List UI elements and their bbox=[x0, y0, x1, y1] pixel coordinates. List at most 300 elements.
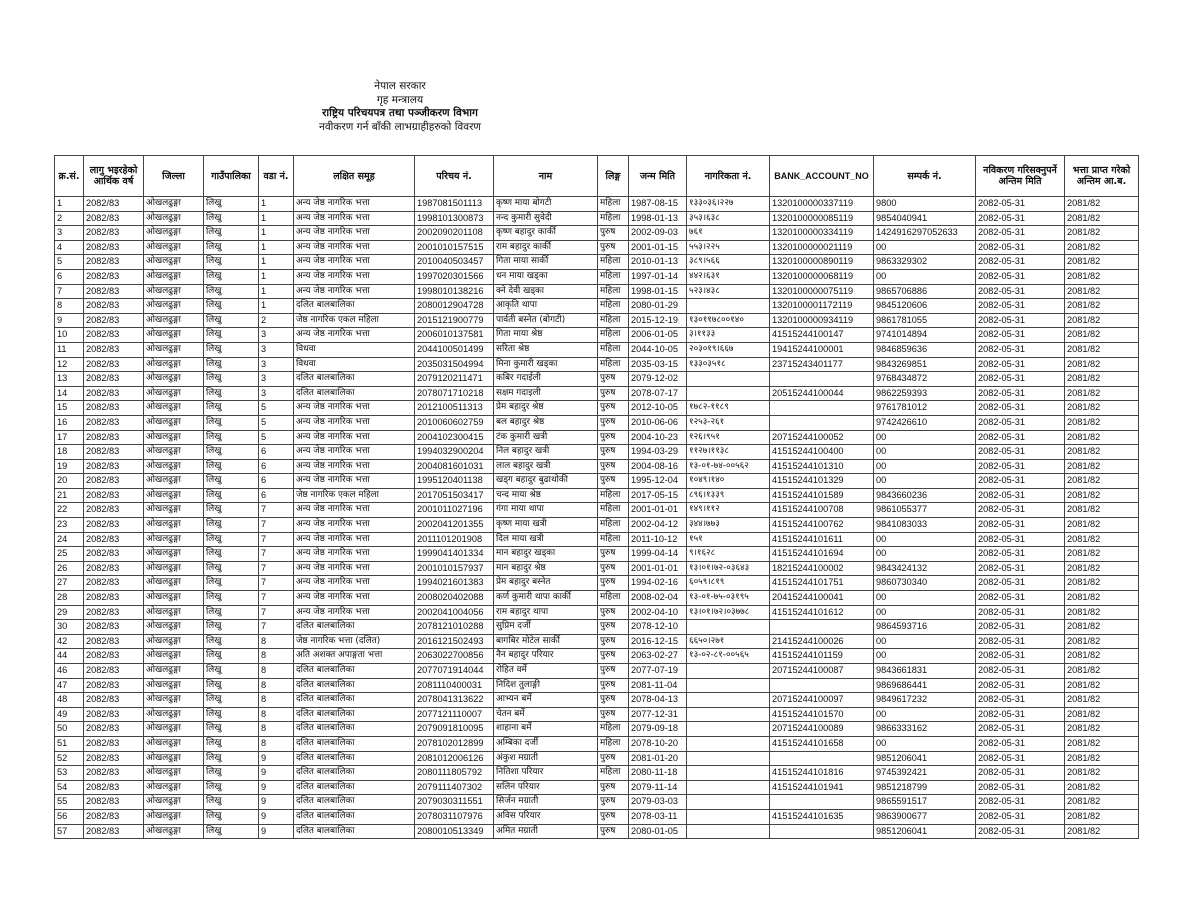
cell-gender: महिला bbox=[598, 357, 629, 372]
cell-name: शाहाना बर्मे bbox=[494, 722, 598, 737]
cell-district: ओखलढुङ्गा bbox=[144, 722, 204, 737]
cell-bank-account: 1320100001172119 bbox=[770, 299, 874, 314]
cell-ward: 6 bbox=[259, 474, 294, 489]
cell-contact-number: 9865706886 bbox=[874, 284, 976, 299]
cell-serial: 8 bbox=[55, 299, 84, 314]
cell-target-group: दलित बालबालिका bbox=[294, 299, 415, 314]
cell-serial: 10 bbox=[55, 328, 84, 343]
cell-birth-date: 2044-10-05 bbox=[629, 342, 687, 357]
column-header-target-group: लक्षित समूह bbox=[294, 156, 415, 197]
cell-citizenship-number: ७६१ bbox=[687, 226, 770, 241]
cell-fiscal-year: 2082/83 bbox=[84, 809, 144, 824]
cell-fiscal-year: 2082/83 bbox=[84, 795, 144, 810]
cell-target-group: अन्य जेष्ठ नागरिक भत्ता bbox=[294, 415, 415, 430]
cell-last-allowance-year: 2081/82 bbox=[1065, 299, 1139, 314]
cell-ward: 9 bbox=[259, 824, 294, 839]
cell-bank-account: 41515244101658 bbox=[770, 736, 874, 751]
cell-fiscal-year: 2082/83 bbox=[84, 751, 144, 766]
cell-target-group: अन्य जेष्ठ नागरिक भत्ता bbox=[294, 459, 415, 474]
cell-gender: महिला bbox=[598, 197, 629, 212]
cell-birth-date: 1998-01-15 bbox=[629, 284, 687, 299]
cell-birth-date: 2078-10-20 bbox=[629, 736, 687, 751]
cell-birth-date: 2002-09-03 bbox=[629, 226, 687, 241]
cell-gender: महिला bbox=[598, 722, 629, 737]
cell-municipality: लिखु bbox=[204, 766, 259, 781]
cell-target-group: दलित बालबालिका bbox=[294, 795, 415, 810]
cell-contact-number: 9863329302 bbox=[874, 255, 976, 270]
cell-renewal-deadline: 2082-05-31 bbox=[976, 401, 1065, 416]
cell-citizenship-number bbox=[687, 678, 770, 693]
cell-contact-number: 9843269851 bbox=[874, 357, 976, 372]
cell-bank-account: 41515244101694 bbox=[770, 547, 874, 562]
cell-contact-number: 9768434872 bbox=[874, 372, 976, 387]
cell-renewal-deadline: 2082-05-31 bbox=[976, 357, 1065, 372]
table-row bbox=[55, 751, 1139, 766]
cell-last-allowance-year: 2081/82 bbox=[1065, 634, 1139, 649]
cell-citizenship-number: ३५३।६३८ bbox=[687, 211, 770, 226]
cell-birth-date: 2078-04-13 bbox=[629, 693, 687, 708]
cell-target-group: दलित बालबालिका bbox=[294, 780, 415, 795]
cell-target-group: दलित बालबालिका bbox=[294, 707, 415, 722]
cell-municipality: लिखु bbox=[204, 342, 259, 357]
cell-municipality: लिखु bbox=[204, 269, 259, 284]
cell-birth-date: 2016-12-15 bbox=[629, 634, 687, 649]
cell-citizenship-number: १०४९।१४० bbox=[687, 474, 770, 489]
cell-bank-account: 20715244100052 bbox=[770, 430, 874, 445]
cell-renewal-deadline: 2082-05-31 bbox=[976, 503, 1065, 518]
cell-target-group: अन्य जेष्ठ नागरिक भत्ता bbox=[294, 503, 415, 518]
table-row bbox=[55, 503, 1139, 518]
cell-last-allowance-year: 2081/82 bbox=[1065, 226, 1139, 241]
cell-renewal-deadline: 2082-05-31 bbox=[976, 211, 1065, 226]
cell-birth-date: 1994-03-29 bbox=[629, 445, 687, 460]
cell-ward: 1 bbox=[259, 240, 294, 255]
cell-bank-account bbox=[770, 372, 874, 387]
cell-renewal-deadline: 2082-05-31 bbox=[976, 386, 1065, 401]
cell-bank-account: 21415244100026 bbox=[770, 634, 874, 649]
cell-target-group: दलित बालबालिका bbox=[294, 722, 415, 737]
cell-name: लाल बहादुर खत्री bbox=[494, 459, 598, 474]
cell-contact-number: 9851206041 bbox=[874, 751, 976, 766]
cell-bank-account: 1320100000334119 bbox=[770, 226, 874, 241]
table-row bbox=[55, 269, 1139, 284]
cell-renewal-deadline: 2082-05-31 bbox=[976, 605, 1065, 620]
cell-gender: पुरुष bbox=[598, 649, 629, 664]
cell-contact-number: 9849617232 bbox=[874, 693, 976, 708]
cell-id-number: 2044100501499 bbox=[415, 342, 494, 357]
cell-name: मान बहादुर श्रेष्ठ bbox=[494, 561, 598, 576]
cell-birth-date: 2078-03-11 bbox=[629, 809, 687, 824]
cell-fiscal-year: 2082/83 bbox=[84, 299, 144, 314]
cell-id-number: 2008020402088 bbox=[415, 591, 494, 606]
table-row bbox=[55, 707, 1139, 722]
cell-gender: महिला bbox=[598, 766, 629, 781]
cell-birth-date: 2081-01-20 bbox=[629, 751, 687, 766]
cell-name: बल बहादुर श्रेष्ठ bbox=[494, 415, 598, 430]
cell-name: दिल माया खत्री bbox=[494, 532, 598, 547]
cell-id-number: 1994021601383 bbox=[415, 576, 494, 591]
cell-fiscal-year: 2082/83 bbox=[84, 226, 144, 241]
cell-target-group: दलित बालबालिका bbox=[294, 736, 415, 751]
cell-district: ओखलढुङ्गा bbox=[144, 459, 204, 474]
cell-birth-date: 2017-05-15 bbox=[629, 488, 687, 503]
cell-gender: पुरुष bbox=[598, 809, 629, 824]
document-header bbox=[230, 80, 570, 134]
table-row bbox=[55, 634, 1139, 649]
cell-citizenship-number bbox=[687, 707, 770, 722]
cell-citizenship-number bbox=[687, 736, 770, 751]
cell-renewal-deadline: 2082-05-31 bbox=[976, 561, 1065, 576]
cell-gender: महिला bbox=[598, 299, 629, 314]
table-row bbox=[55, 488, 1139, 503]
cell-renewal-deadline: 2082-05-31 bbox=[976, 445, 1065, 460]
cell-municipality: लिखु bbox=[204, 386, 259, 401]
cell-contact-number: 9861055377 bbox=[874, 503, 976, 518]
cell-name: राम बहादुर कार्की bbox=[494, 240, 598, 255]
cell-target-group: जेष्ठ नागरिक एकल महिला bbox=[294, 488, 415, 503]
cell-municipality: लिखु bbox=[204, 707, 259, 722]
cell-gender: पुरुष bbox=[598, 547, 629, 562]
cell-fiscal-year: 2082/83 bbox=[84, 211, 144, 226]
cell-ward: 9 bbox=[259, 809, 294, 824]
cell-birth-date: 2079-03-03 bbox=[629, 795, 687, 810]
cell-id-number: 2010040503457 bbox=[415, 255, 494, 270]
cell-serial: 6 bbox=[55, 269, 84, 284]
table-row bbox=[55, 591, 1139, 606]
cell-target-group: अति अशक्त अपाङ्गता भत्ता bbox=[294, 649, 415, 664]
table-header-row bbox=[55, 156, 1139, 197]
cell-id-number: 1998101300873 bbox=[415, 211, 494, 226]
cell-birth-date: 2035-03-15 bbox=[629, 357, 687, 372]
cell-fiscal-year: 2082/83 bbox=[84, 342, 144, 357]
cell-contact-number: 00 bbox=[874, 634, 976, 649]
cell-target-group: अन्य जेष्ठ नागरिक भत्ता bbox=[294, 547, 415, 562]
cell-target-group: दलित बालबालिका bbox=[294, 766, 415, 781]
cell-district: ओखलढुङ्गा bbox=[144, 561, 204, 576]
cell-contact-number: 00 bbox=[874, 445, 976, 460]
column-header-citizenship-number: नागरिकता नं. bbox=[687, 156, 770, 197]
cell-renewal-deadline: 2082-05-31 bbox=[976, 255, 1065, 270]
cell-serial: 21 bbox=[55, 488, 84, 503]
cell-target-group: दलित बालबालिका bbox=[294, 620, 415, 635]
cell-target-group: अन्य जेष्ठ नागरिक भत्ता bbox=[294, 518, 415, 533]
cell-name: क्ने देवी खड्का bbox=[494, 284, 598, 299]
cell-municipality: लिखु bbox=[204, 576, 259, 591]
cell-contact-number: 9861781055 bbox=[874, 313, 976, 328]
cell-birth-date: 2079-09-18 bbox=[629, 722, 687, 737]
cell-serial: 28 bbox=[55, 591, 84, 606]
cell-serial: 11 bbox=[55, 342, 84, 357]
header-government: नेपाल सरकार bbox=[374, 80, 426, 92]
cell-bank-account: 41515244101329 bbox=[770, 474, 874, 489]
cell-last-allowance-year: 2081/82 bbox=[1065, 430, 1139, 445]
cell-serial: 22 bbox=[55, 503, 84, 518]
cell-citizenship-number bbox=[687, 693, 770, 708]
cell-renewal-deadline: 2082-05-31 bbox=[976, 547, 1065, 562]
cell-fiscal-year: 2082/83 bbox=[84, 284, 144, 299]
cell-municipality: लिखु bbox=[204, 255, 259, 270]
cell-birth-date: 2081-11-04 bbox=[629, 678, 687, 693]
cell-ward: 7 bbox=[259, 518, 294, 533]
cell-citizenship-number bbox=[687, 664, 770, 679]
cell-last-allowance-year: 2081/82 bbox=[1065, 474, 1139, 489]
table-row bbox=[55, 736, 1139, 751]
cell-citizenship-number bbox=[687, 809, 770, 824]
cell-birth-date: 2002-04-12 bbox=[629, 518, 687, 533]
cell-target-group: दलित बालबालिका bbox=[294, 386, 415, 401]
cell-district: ओखलढुङ्गा bbox=[144, 474, 204, 489]
cell-renewal-deadline: 2082-05-31 bbox=[976, 313, 1065, 328]
cell-last-allowance-year: 2081/82 bbox=[1065, 766, 1139, 781]
cell-renewal-deadline: 2082-05-31 bbox=[976, 722, 1065, 737]
cell-contact-number: 9851206041 bbox=[874, 824, 976, 839]
cell-ward: 6 bbox=[259, 459, 294, 474]
cell-id-number: 1998010138216 bbox=[415, 284, 494, 299]
table-row bbox=[55, 430, 1139, 445]
cell-serial: 53 bbox=[55, 766, 84, 781]
cell-district: ओखलढुङ्गा bbox=[144, 313, 204, 328]
cell-birth-date: 2010-01-13 bbox=[629, 255, 687, 270]
cell-birth-date: 1995-12-04 bbox=[629, 474, 687, 489]
cell-serial: 14 bbox=[55, 386, 84, 401]
cell-id-number: 2079091810095 bbox=[415, 722, 494, 737]
cell-name: सिर्जन मग्राती bbox=[494, 795, 598, 810]
cell-serial: 15 bbox=[55, 401, 84, 416]
cell-municipality: लिखु bbox=[204, 547, 259, 562]
cell-fiscal-year: 2082/83 bbox=[84, 678, 144, 693]
cell-id-number: 2002041201355 bbox=[415, 518, 494, 533]
cell-municipality: लिखु bbox=[204, 488, 259, 503]
cell-fiscal-year: 2082/83 bbox=[84, 372, 144, 387]
cell-fiscal-year: 2082/83 bbox=[84, 430, 144, 445]
cell-contact-number: 00 bbox=[874, 459, 976, 474]
cell-municipality: लिखु bbox=[204, 211, 259, 226]
cell-id-number: 2077071914044 bbox=[415, 664, 494, 679]
cell-fiscal-year: 2082/83 bbox=[84, 766, 144, 781]
cell-fiscal-year: 2082/83 bbox=[84, 240, 144, 255]
cell-gender: पुरुष bbox=[598, 620, 629, 635]
cell-renewal-deadline: 2082-05-31 bbox=[976, 532, 1065, 547]
column-header-ward: वडा नं. bbox=[259, 156, 294, 197]
column-header-renewal-deadline: नविकरण गरिसक्नुपर्ने अन्तिम मिति bbox=[976, 156, 1065, 197]
cell-fiscal-year: 2082/83 bbox=[84, 532, 144, 547]
cell-bank-account: 41515244101751 bbox=[770, 576, 874, 591]
cell-municipality: लिखु bbox=[204, 197, 259, 212]
cell-renewal-deadline: 2082-05-31 bbox=[976, 780, 1065, 795]
cell-target-group: दलित बालबालिका bbox=[294, 809, 415, 824]
cell-name: कबिर गदाईली bbox=[494, 372, 598, 387]
column-header-bank-account: BANK_ACCOUNT_NO bbox=[770, 156, 874, 197]
cell-district: ओखलढुङ्गा bbox=[144, 634, 204, 649]
cell-id-number: 2079111407302 bbox=[415, 780, 494, 795]
cell-ward: 6 bbox=[259, 488, 294, 503]
cell-gender: पुरुष bbox=[598, 678, 629, 693]
cell-citizenship-number: १३३०३५१८ bbox=[687, 357, 770, 372]
cell-contact-number: 9843660236 bbox=[874, 488, 976, 503]
cell-name: निल बहादुर खत्री bbox=[494, 445, 598, 460]
cell-target-group: अन्य जेष्ठ नागरिक भत्ता bbox=[294, 240, 415, 255]
cell-bank-account: 20715244100097 bbox=[770, 693, 874, 708]
cell-gender: महिला bbox=[598, 488, 629, 503]
cell-district: ओखलढुङ्गा bbox=[144, 736, 204, 751]
cell-id-number: 2016121502493 bbox=[415, 634, 494, 649]
cell-birth-date: 2011-10-12 bbox=[629, 532, 687, 547]
cell-citizenship-number: ५२३।४३८ bbox=[687, 284, 770, 299]
cell-serial: 13 bbox=[55, 372, 84, 387]
cell-ward: 8 bbox=[259, 678, 294, 693]
cell-ward: 9 bbox=[259, 795, 294, 810]
cell-contact-number: 00 bbox=[874, 269, 976, 284]
cell-serial: 20 bbox=[55, 474, 84, 489]
cell-last-allowance-year: 2081/82 bbox=[1065, 284, 1139, 299]
cell-id-number: 2078121010288 bbox=[415, 620, 494, 635]
cell-renewal-deadline: 2082-05-31 bbox=[976, 766, 1065, 781]
table-row bbox=[55, 824, 1139, 839]
cell-id-number: 2079030311551 bbox=[415, 795, 494, 810]
cell-contact-number: 9761781012 bbox=[874, 401, 976, 416]
cell-contact-number: 00 bbox=[874, 707, 976, 722]
cell-gender: पुरुष bbox=[598, 474, 629, 489]
table-row bbox=[55, 809, 1139, 824]
cell-fiscal-year: 2082/83 bbox=[84, 707, 144, 722]
cell-contact-number: 9742426610 bbox=[874, 415, 976, 430]
cell-citizenship-number: १३०११७८००१४० bbox=[687, 313, 770, 328]
cell-name: बागबिर मोटेल सार्की bbox=[494, 634, 598, 649]
cell-municipality: लिखु bbox=[204, 678, 259, 693]
cell-fiscal-year: 2082/83 bbox=[84, 780, 144, 795]
cell-id-number: 2004081601031 bbox=[415, 459, 494, 474]
cell-ward: 3 bbox=[259, 386, 294, 401]
cell-municipality: लिखु bbox=[204, 328, 259, 343]
cell-bank-account: 20715244100089 bbox=[770, 722, 874, 737]
cell-gender: पुरुष bbox=[598, 445, 629, 460]
cell-municipality: लिखु bbox=[204, 605, 259, 620]
cell-name: अविस परियार bbox=[494, 809, 598, 824]
cell-ward: 3 bbox=[259, 342, 294, 357]
cell-gender: महिला bbox=[598, 591, 629, 606]
table-row bbox=[55, 766, 1139, 781]
cell-bank-account: 41515244101635 bbox=[770, 809, 874, 824]
cell-name: राम बहादुर थापा bbox=[494, 605, 598, 620]
cell-target-group: अन्य जेष्ठ नागरिक भत्ता bbox=[294, 430, 415, 445]
cell-fiscal-year: 2082/83 bbox=[84, 561, 144, 576]
cell-citizenship-number bbox=[687, 751, 770, 766]
cell-municipality: लिखु bbox=[204, 372, 259, 387]
cell-municipality: लिखु bbox=[204, 591, 259, 606]
cell-birth-date: 2080-01-05 bbox=[629, 824, 687, 839]
cell-target-group: जेष्ठ नागरिक भत्ता (दलित) bbox=[294, 634, 415, 649]
cell-citizenship-number: ६०५९।८१९ bbox=[687, 576, 770, 591]
cell-contact-number: 00 bbox=[874, 547, 976, 562]
cell-bank-account: 1320100000021119 bbox=[770, 240, 874, 255]
cell-district: ओखलढुङ्गा bbox=[144, 197, 204, 212]
cell-fiscal-year: 2082/83 bbox=[84, 736, 144, 751]
cell-fiscal-year: 2082/83 bbox=[84, 415, 144, 430]
cell-bank-account: 41515244101611 bbox=[770, 532, 874, 547]
cell-name: सरिता श्रेष्ठ bbox=[494, 342, 598, 357]
cell-ward: 9 bbox=[259, 780, 294, 795]
cell-birth-date: 2001-01-01 bbox=[629, 503, 687, 518]
cell-municipality: लिखु bbox=[204, 503, 259, 518]
cell-ward: 7 bbox=[259, 561, 294, 576]
cell-name: नितिशा परियार bbox=[494, 766, 598, 781]
cell-id-number: 2011101201908 bbox=[415, 532, 494, 547]
cell-ward: 3 bbox=[259, 357, 294, 372]
cell-contact-number: 9741014894 bbox=[874, 328, 976, 343]
cell-renewal-deadline: 2082-05-31 bbox=[976, 620, 1065, 635]
cell-last-allowance-year: 2081/82 bbox=[1065, 518, 1139, 533]
cell-contact-number: 00 bbox=[874, 605, 976, 620]
cell-serial: 18 bbox=[55, 445, 84, 460]
cell-fiscal-year: 2082/83 bbox=[84, 459, 144, 474]
cell-citizenship-number: १४९।११२ bbox=[687, 503, 770, 518]
cell-bank-account bbox=[770, 751, 874, 766]
cell-serial: 2 bbox=[55, 211, 84, 226]
cell-gender: पुरुष bbox=[598, 707, 629, 722]
cell-name: मान बहादुर खड्का bbox=[494, 547, 598, 562]
cell-name: कृष्ण बहादुर कार्की bbox=[494, 226, 598, 241]
cell-serial: 4 bbox=[55, 240, 84, 255]
cell-renewal-deadline: 2082-05-31 bbox=[976, 299, 1065, 314]
cell-fiscal-year: 2082/83 bbox=[84, 503, 144, 518]
cell-id-number: 2004102300415 bbox=[415, 430, 494, 445]
cell-ward: 2 bbox=[259, 313, 294, 328]
cell-ward: 7 bbox=[259, 620, 294, 635]
cell-serial: 56 bbox=[55, 809, 84, 824]
cell-renewal-deadline: 2082-05-31 bbox=[976, 693, 1065, 708]
cell-municipality: लिखु bbox=[204, 226, 259, 241]
cell-citizenship-number: १३-०२-८१-००५६५ bbox=[687, 649, 770, 664]
table-row bbox=[55, 547, 1139, 562]
cell-municipality: लिखु bbox=[204, 445, 259, 460]
cell-target-group: अन्य जेष्ठ नागरिक भत्ता bbox=[294, 255, 415, 270]
cell-bank-account: 41515244101159 bbox=[770, 649, 874, 664]
cell-citizenship-number: १३-०१-७४-००५६२ bbox=[687, 459, 770, 474]
cell-district: ओखलढुङ्गा bbox=[144, 401, 204, 416]
table-row bbox=[55, 211, 1139, 226]
table-row bbox=[55, 299, 1139, 314]
cell-district: ओखलढुङ्गा bbox=[144, 357, 204, 372]
cell-birth-date: 2001-01-01 bbox=[629, 561, 687, 576]
cell-bank-account: 1320100000337119 bbox=[770, 197, 874, 212]
cell-id-number: 1994032900204 bbox=[415, 445, 494, 460]
cell-citizenship-number: ५५३।२२५ bbox=[687, 240, 770, 255]
cell-serial: 57 bbox=[55, 824, 84, 839]
cell-fiscal-year: 2082/83 bbox=[84, 576, 144, 591]
cell-name: प्रेम बहादुर श्रेष्ठ bbox=[494, 401, 598, 416]
cell-last-allowance-year: 2081/82 bbox=[1065, 620, 1139, 635]
cell-last-allowance-year: 2081/82 bbox=[1065, 211, 1139, 226]
cell-citizenship-number: ३।११३३ bbox=[687, 328, 770, 343]
cell-ward: 5 bbox=[259, 430, 294, 445]
cell-target-group: दलित बालबालिका bbox=[294, 751, 415, 766]
cell-bank-account: 41515244100400 bbox=[770, 445, 874, 460]
cell-serial: 3 bbox=[55, 226, 84, 241]
cell-municipality: लिखु bbox=[204, 751, 259, 766]
cell-contact-number: 9866333162 bbox=[874, 722, 976, 737]
cell-citizenship-number bbox=[687, 780, 770, 795]
cell-name: टंक कुमारी खत्री bbox=[494, 430, 598, 445]
cell-ward: 9 bbox=[259, 766, 294, 781]
cell-birth-date: 2008-02-04 bbox=[629, 591, 687, 606]
cell-last-allowance-year: 2081/82 bbox=[1065, 532, 1139, 547]
cell-ward: 3 bbox=[259, 372, 294, 387]
cell-gender: पुरुष bbox=[598, 693, 629, 708]
cell-fiscal-year: 2082/83 bbox=[84, 547, 144, 562]
cell-id-number: 1987081501113 bbox=[415, 197, 494, 212]
cell-fiscal-year: 2082/83 bbox=[84, 649, 144, 664]
cell-id-number: 2081012006126 bbox=[415, 751, 494, 766]
